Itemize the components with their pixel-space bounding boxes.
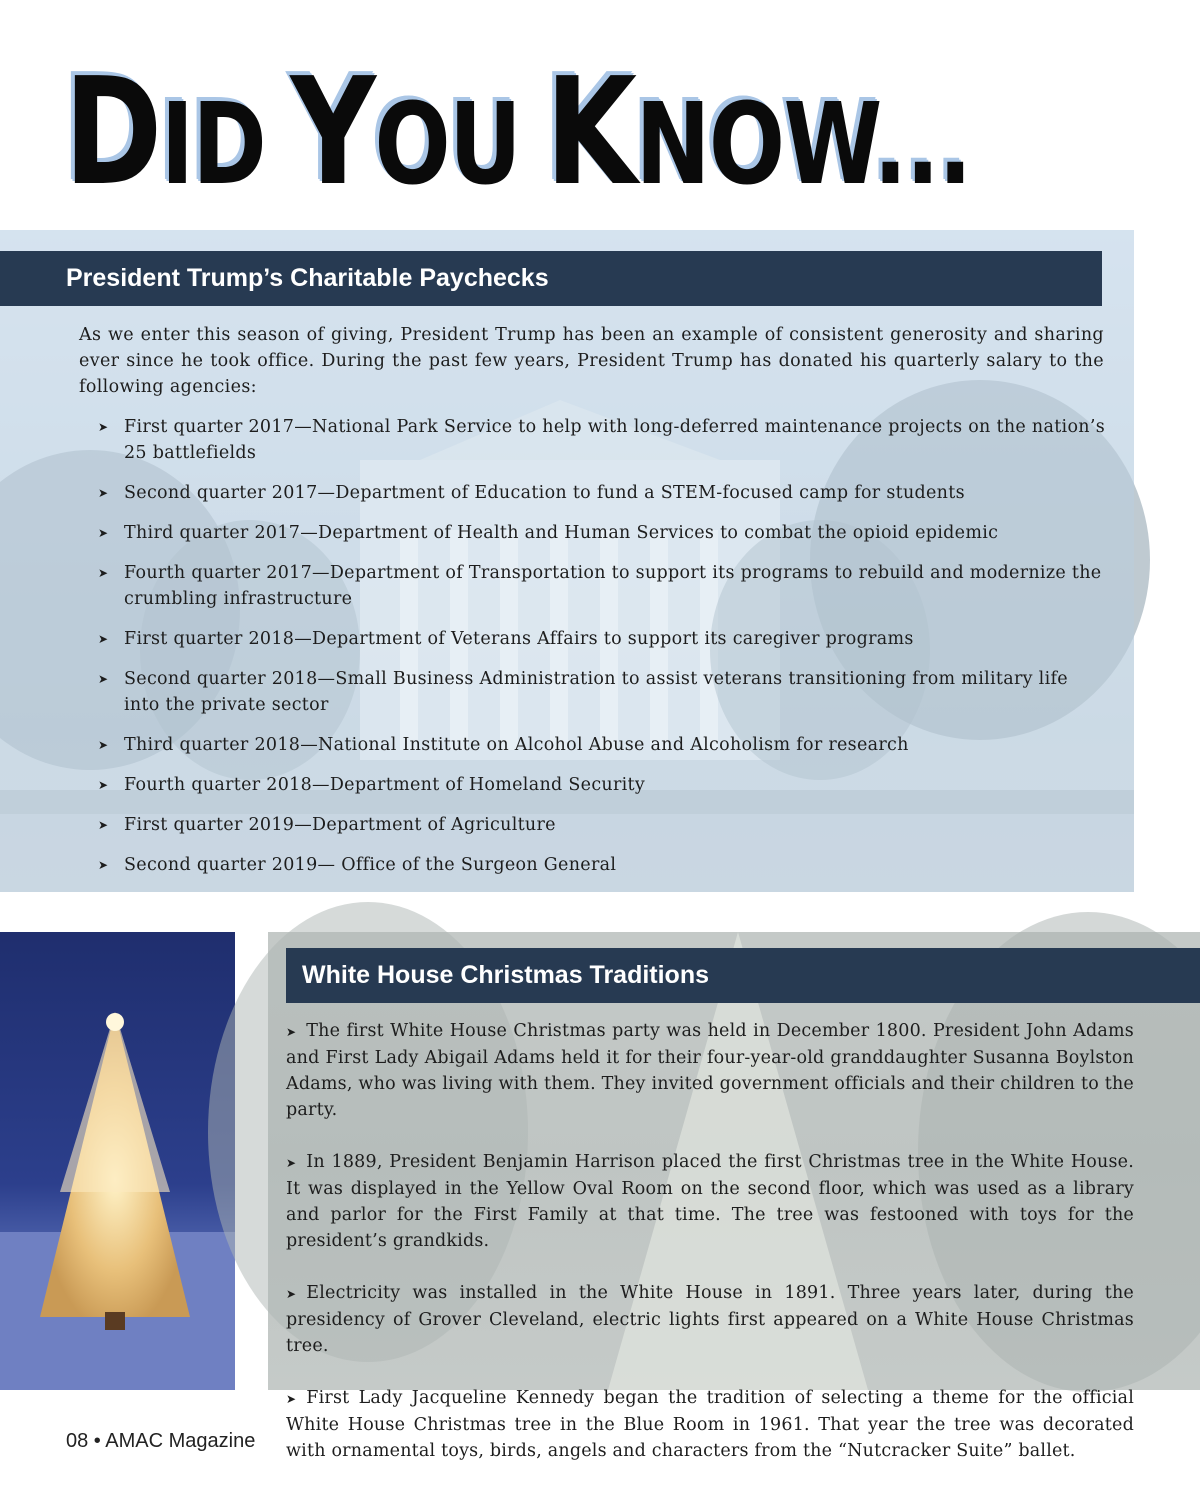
arrow-bullet-icon: ➤	[98, 738, 109, 752]
arrow-bullet-icon: ➤	[286, 1156, 297, 1170]
list-item-text: First Lady Jacqueline Kennedy began the tradition of selecting a theme for the official White House Christmas tree in the Blue Room in 1961. That year the tree was decorated with ornamental toys, birds, angels and characters from the “Nutcracker Suite” ballet.	[286, 1388, 1134, 1461]
list-item-text: Fourth quarter 2017—Department of Transportation to support its programs to rebuild and modernize the crumbling infrastructure	[124, 563, 1102, 609]
list-item	[96, 852, 1106, 878]
list-item-text: First quarter 2019—Department of Agriculture	[124, 815, 556, 835]
list-item-text: The first White House Christmas party was held in December 1800. President John Adams and First Lady Abigail Adams held it for their four-year-old granddaughter Susanna Boylston Adams, who was living with them. They invited government officials and their children to the party.	[286, 1021, 1134, 1120]
traditions-list	[286, 1018, 1134, 1490]
arrow-bullet-icon: ➤	[98, 632, 109, 646]
arrow-bullet-icon: ➤	[98, 818, 109, 832]
arrow-bullet-icon: ➤	[286, 1025, 297, 1039]
list-item-text: First quarter 2017—National Park Service to help with long-deferred maintenance projects on the nation’s 25 battlefields	[124, 417, 1105, 463]
list-item	[96, 520, 1106, 546]
section-header	[286, 948, 1200, 1003]
list-item	[96, 812, 1106, 838]
donation-list	[96, 414, 1106, 892]
masthead-letter: Y	[290, 46, 375, 218]
masthead-letter: K	[545, 46, 636, 218]
list-item-text: First quarter 2018—Department of Veterans Affairs to support its caregiver programs	[124, 629, 914, 649]
masthead-title	[64, 46, 971, 220]
list-item-text: Fourth quarter 2018—Department of Homeland Security	[124, 775, 646, 795]
masthead-letters: ID	[160, 80, 266, 210]
arrow-bullet-icon: ➤	[98, 420, 109, 434]
page-footer: 08 • AMAC Magazine	[66, 1430, 256, 1452]
list-item	[96, 626, 1106, 652]
section-title: President Trump’s Charitable Paychecks	[66, 264, 549, 292]
christmas-traditions-panel	[268, 932, 1200, 1461]
charitable-paychecks-panel	[0, 230, 1134, 892]
list-item	[286, 1280, 1134, 1359]
masthead-letter: D	[64, 46, 161, 218]
list-item	[96, 414, 1106, 466]
list-item-text: Third quarter 2018—National Institute on Alcohol Abuse and Alcoholism for research	[124, 735, 909, 755]
list-item-text: Second quarter 2017—Department of Education to fund a STEM-focused camp for students	[124, 483, 965, 503]
masthead-letters: NOW...	[635, 80, 971, 210]
christmas-tree-photo	[0, 932, 235, 1390]
list-item	[286, 1385, 1134, 1464]
arrow-bullet-icon: ➤	[98, 672, 109, 686]
list-item-text: Second quarter 2018—Small Business Administration to assist veterans transitioning from military life into the private sector	[124, 669, 1068, 715]
arrow-bullet-icon: ➤	[98, 566, 109, 580]
list-item	[286, 1149, 1134, 1254]
masthead-letters: OU	[374, 80, 521, 210]
list-item-text: Electricity was installed in the White House in 1891. Three years later, during the presidency of Grover Cleveland, electric lights first appeared on a White House Christmas tree.	[286, 1283, 1134, 1356]
list-item	[96, 732, 1106, 758]
list-item	[96, 772, 1106, 798]
arrow-bullet-icon: ➤	[98, 858, 109, 872]
intro-paragraph: As we enter this season of giving, President Trump has been an example of consistent generosity and sharing ever since he took office. During the past few years, President Trump has donated his quarterly salary to the following agencies:	[79, 325, 1104, 397]
arrow-bullet-icon: ➤	[98, 486, 109, 500]
section-title: White House Christmas Traditions	[302, 961, 710, 989]
list-item	[96, 560, 1106, 612]
arrow-bullet-icon: ➤	[98, 778, 109, 792]
list-item-text: In 1889, President Benjamin Harrison placed the first Christmas tree in the White House. It was displayed in the Yellow Oval Room on the second floor, which was used as a library and parlor for the First Family at that time. The tree was festooned with toys for the president’s grandkids.	[286, 1152, 1134, 1251]
arrow-bullet-icon: ➤	[286, 1392, 297, 1406]
list-item	[286, 1018, 1134, 1123]
arrow-bullet-icon: ➤	[98, 526, 109, 540]
list-item-text: Third quarter 2017—Department of Health and Human Services to combat the opioid epidemic	[124, 523, 999, 543]
list-item-text: Second quarter 2019— Office of the Surgeon General	[124, 855, 617, 875]
list-item	[96, 666, 1106, 718]
section-header	[0, 251, 1102, 306]
list-item	[96, 480, 1106, 506]
arrow-bullet-icon: ➤	[286, 1287, 297, 1301]
